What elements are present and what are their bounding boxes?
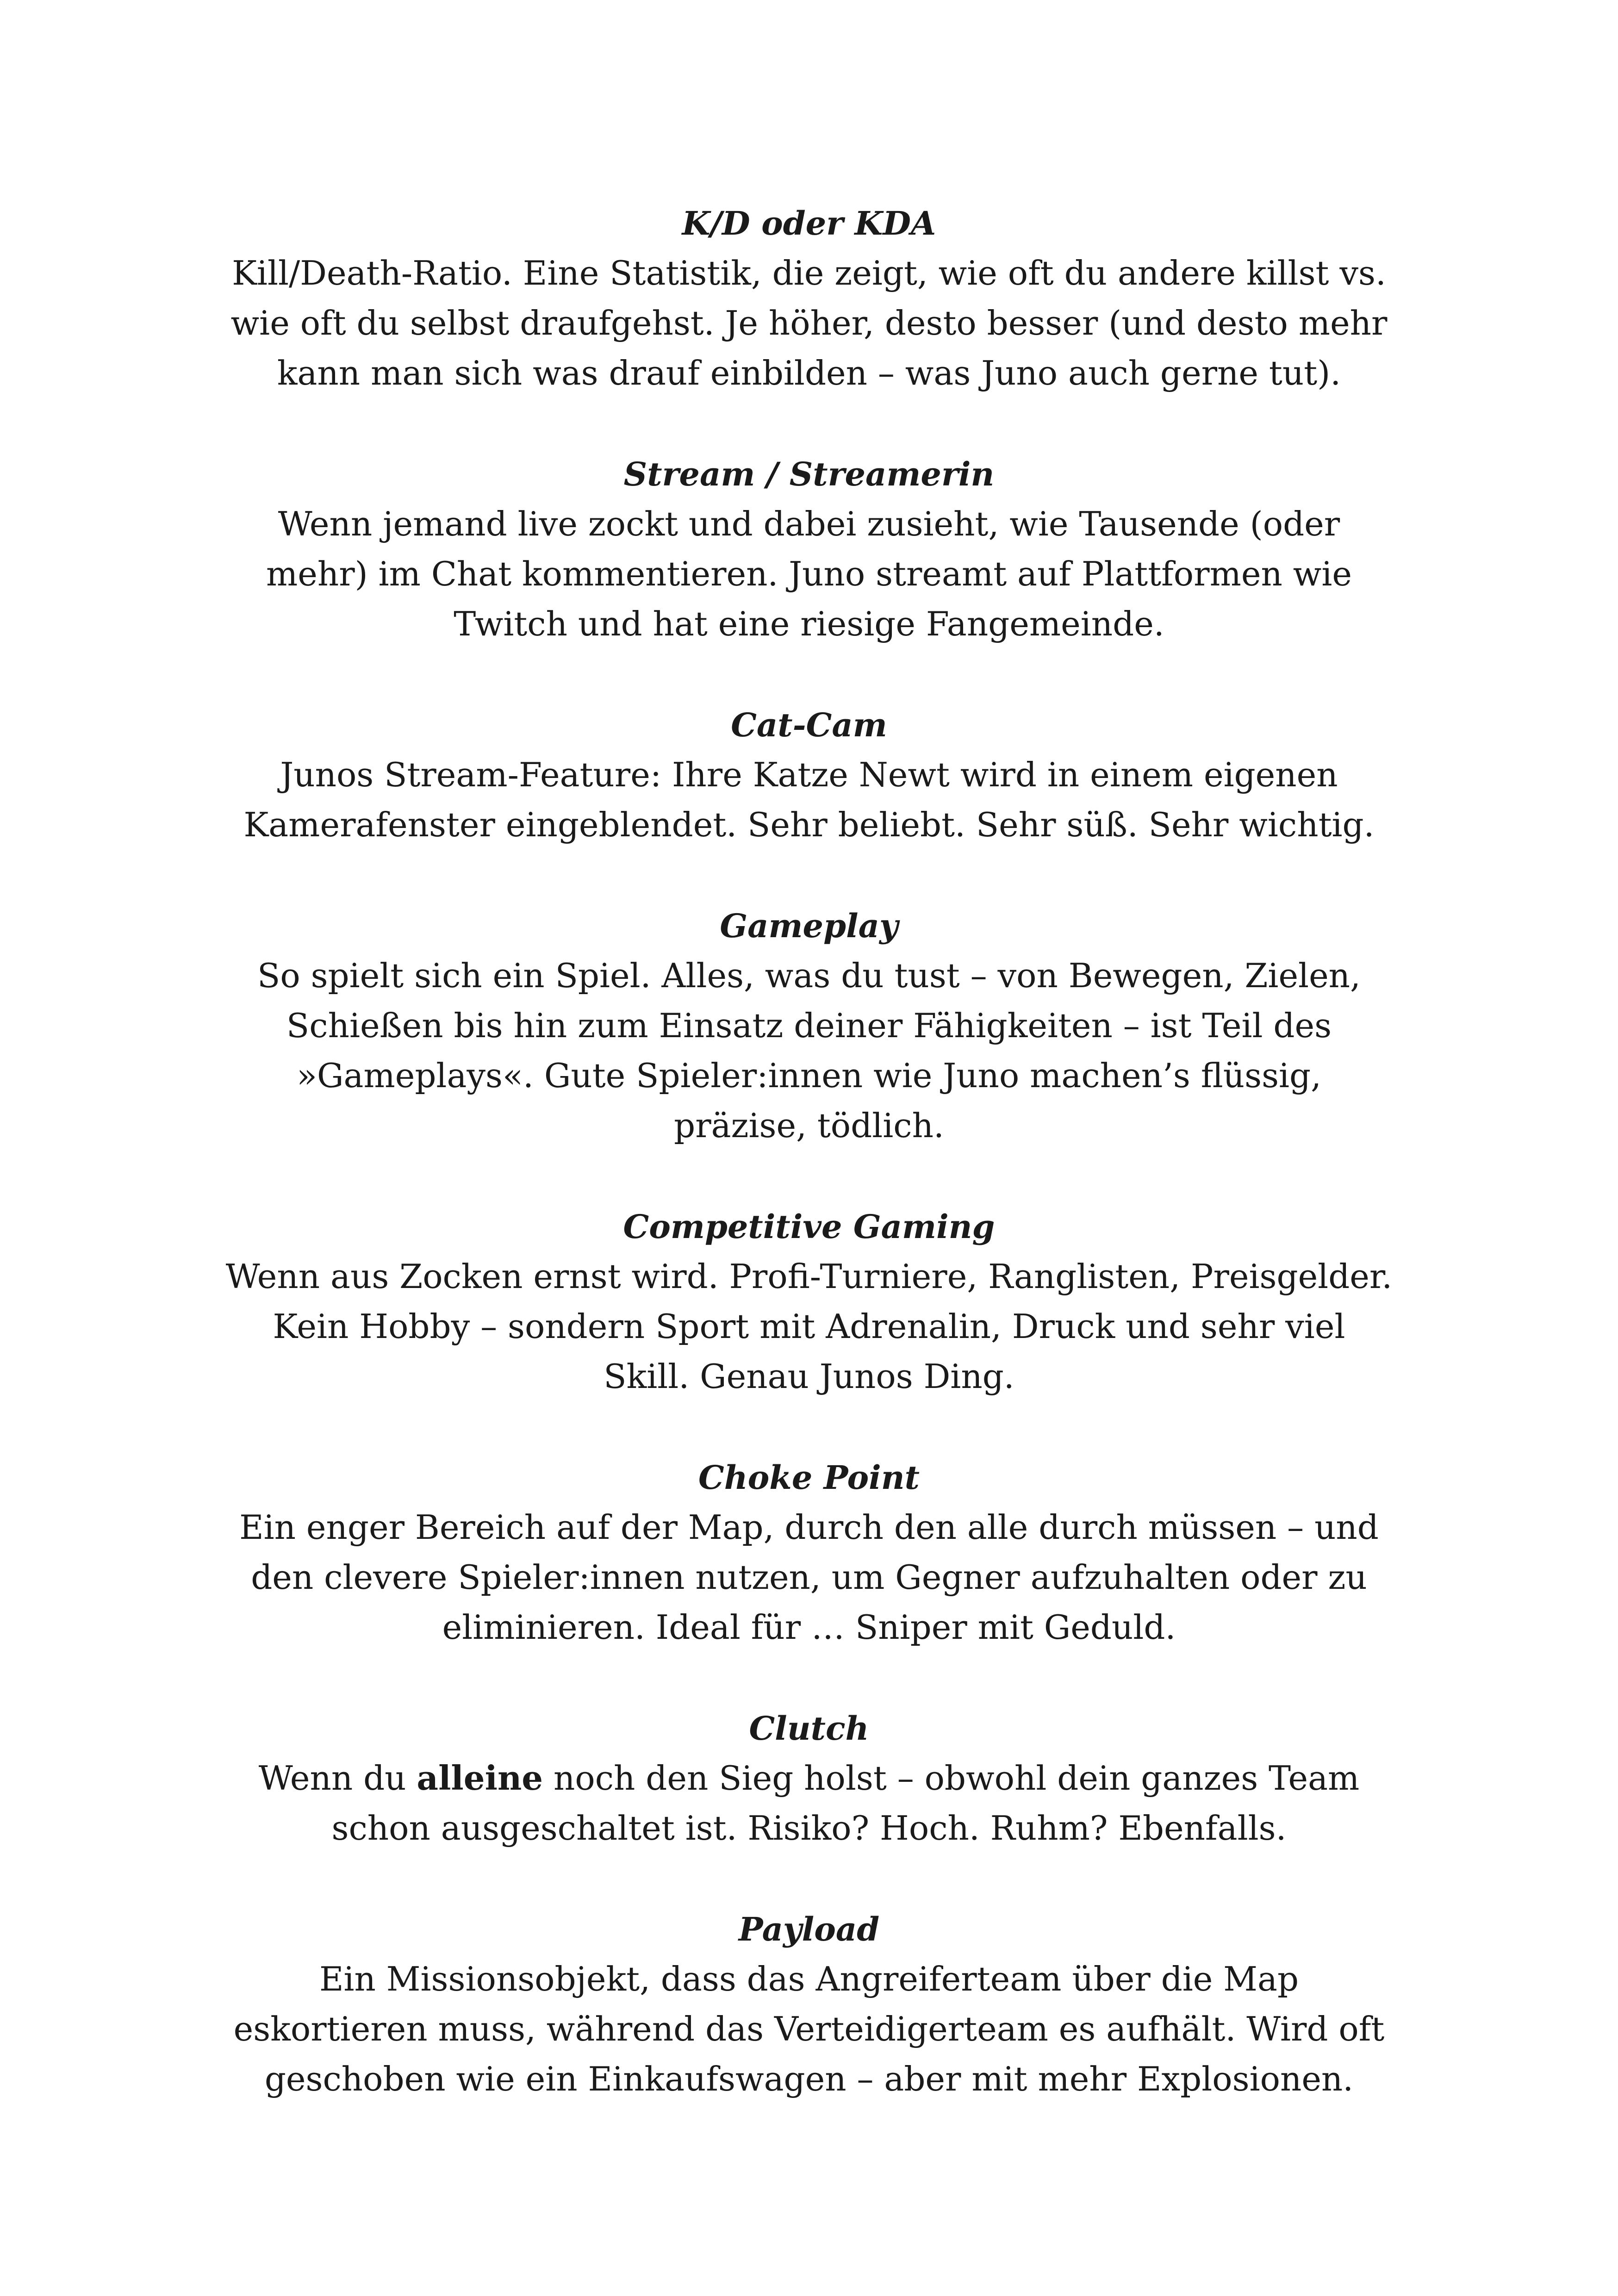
glossary-term: Choke Point xyxy=(698,1458,920,1497)
glossary-definition-line: Twitch und hat eine riesige Fangemeinde. xyxy=(454,604,1164,643)
glossary-page xyxy=(194,199,1424,2156)
glossary-entry-stream xyxy=(194,450,1424,649)
emphasized-word: alleine xyxy=(417,1758,543,1798)
glossary-definition-line: Junos Stream-Feature: Ihre Katze Newt wird in einem eigenen xyxy=(280,755,1338,794)
glossary-definition-line: Ein enger Bereich auf der Map, durch den alle durch müssen – und xyxy=(239,1508,1379,1547)
glossary-definition-line: schon ausgeschaltet ist. Risiko? Hoch. Ruhm? Ebenfalls. xyxy=(331,1809,1287,1848)
glossary-definition-line: Ein Missionsobjekt, dass das Angreiferteam über die Map xyxy=(319,1960,1299,1998)
glossary-term: Competitive Gaming xyxy=(623,1207,995,1246)
glossary-definition-line: So spielt sich ein Spiel. Alles, was du tust – von Bewegen, Zielen, xyxy=(257,956,1361,995)
glossary-definition-line: Kamerafenster eingeblendet. Sehr beliebt. Sehr süß. Sehr wichtig. xyxy=(243,805,1375,844)
glossary-definition-line: Kein Hobby – sondern Sport mit Adrenalin, Druck und sehr viel xyxy=(273,1307,1345,1346)
definition-text: noch den Sieg holst – obwohl dein ganzes Team xyxy=(543,1759,1360,1798)
glossary-term: Clutch xyxy=(749,1709,869,1748)
glossary-term: K/D oder KDA xyxy=(682,204,936,243)
glossary-definition-line: den clevere Spieler:innen nutzen, um Gegner aufzuhalten oder zu xyxy=(251,1558,1367,1597)
glossary-entry-cat-cam xyxy=(194,701,1424,850)
glossary-term: Payload xyxy=(738,1910,880,1948)
glossary-definition-line: geschoben wie ein Einkaufswagen – aber mit mehr Explosionen. xyxy=(264,2060,1354,2098)
glossary-definition-line: Schießen bis hin zum Einsatz deiner Fähigkeiten – ist Teil des xyxy=(286,1006,1332,1045)
glossary-entry-competitive-gaming xyxy=(194,1202,1424,1401)
glossary-definition-line: kann man sich was drauf einbilden – was Juno auch gerne tut). xyxy=(277,354,1341,392)
glossary-term: Stream / Streamerin xyxy=(623,455,995,493)
glossary-definition-line: Skill. Genau Junos Ding. xyxy=(604,1357,1014,1396)
glossary-definition-line: eliminieren. Ideal für … Sniper mit Geduld. xyxy=(442,1608,1176,1647)
glossary-entry-choke-point xyxy=(194,1453,1424,1652)
glossary-entry-payload xyxy=(194,1905,1424,2104)
glossary-definition-line: eskortieren muss, während das Verteidigerteam es aufhält. Wird oft xyxy=(233,2010,1385,2048)
glossary-definition-line: »Gameplays«. Gute Spieler:innen wie Juno machen’s flüssig, xyxy=(296,1056,1322,1095)
glossary-definition-line: Wenn aus Zocken ernst wird. Profi-Turniere, Ranglisten, Preisgelder. xyxy=(225,1257,1393,1296)
glossary-entry-clutch xyxy=(194,1704,1424,1853)
glossary-entry-kd xyxy=(194,199,1424,398)
definition-text: Wenn du xyxy=(258,1759,417,1798)
glossary-term: Gameplay xyxy=(720,907,898,945)
glossary-definition-line: Kill/Death-Ratio. Eine Statistik, die zeigt, wie oft du andere killst vs. xyxy=(232,254,1386,292)
glossary-entry-gameplay xyxy=(194,902,1424,1151)
glossary-definition-line: Wenn jemand live zockt und dabei zusieht, wie Tausende (oder xyxy=(278,504,1340,543)
glossary-definition-line xyxy=(194,1753,1424,1803)
glossary-term: Cat-Cam xyxy=(731,706,887,744)
glossary-definition-line: präzise, tödlich. xyxy=(674,1106,944,1145)
glossary-definition-line: wie oft du selbst draufgehst. Je höher, desto besser (und desto mehr xyxy=(230,304,1388,342)
glossary-definition-line: mehr) im Chat kommentieren. Juno streamt auf Plattformen wie xyxy=(266,554,1352,593)
